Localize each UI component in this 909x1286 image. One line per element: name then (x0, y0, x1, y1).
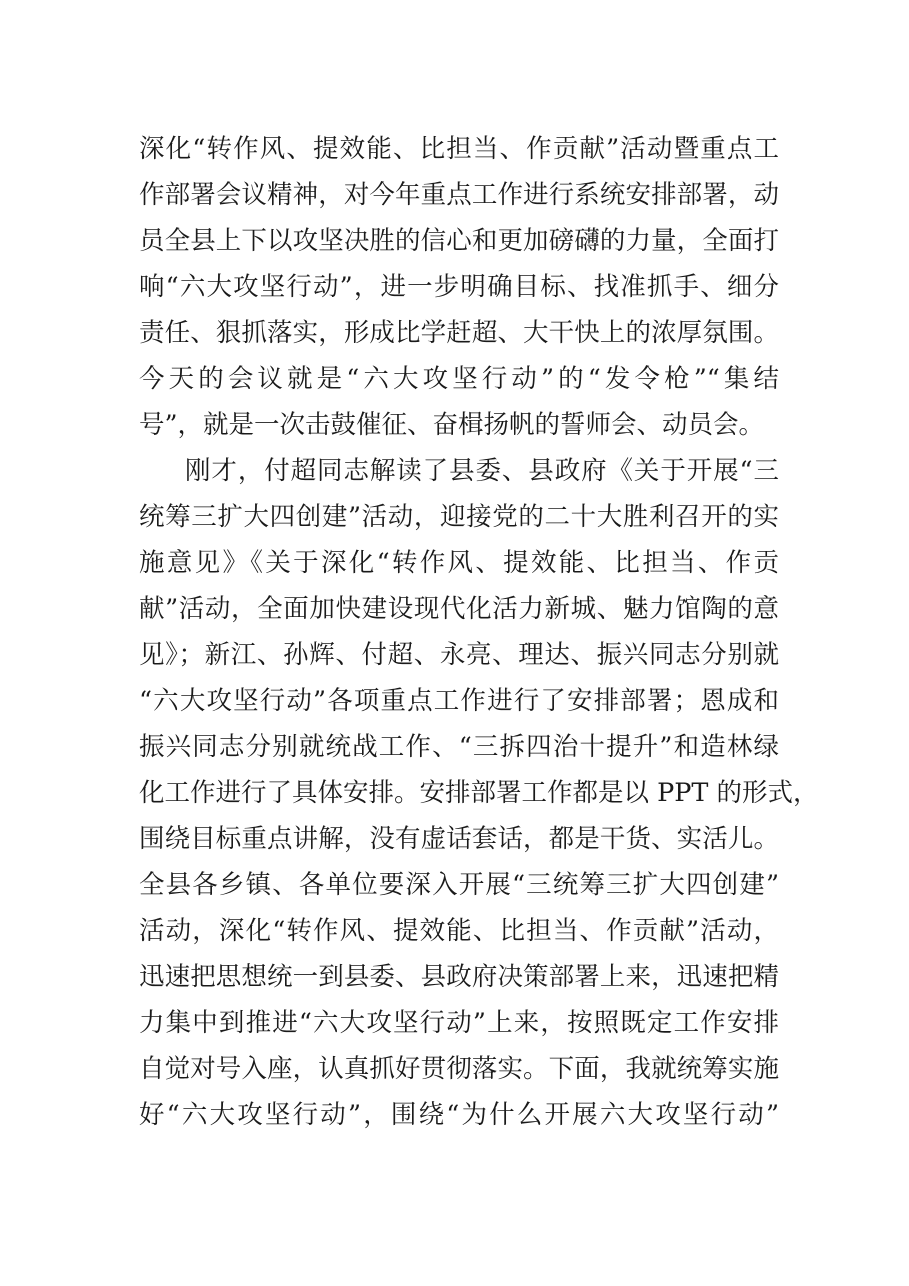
text-line: 活动，深化“转作风、提效能、比担当、作贡献”活动， (139, 916, 779, 946)
text-line: 统筹三扩大四创建”活动，迎接党的二十大胜利召开的实 (139, 502, 779, 532)
text-line: 献”活动，全面加快建设现代化活力新城、魅力馆陶的意 (139, 594, 779, 624)
text-line: 见》；新江、孙辉、付超、永亮、理达、振兴同志分别就 (139, 640, 779, 670)
text-line: 力集中到推进“六大攻坚行动”上来，按照既定工作安排 (139, 1008, 779, 1038)
text-line: 好“六大攻坚行动”，围绕“为什么开展六大攻坚行动” (139, 1100, 779, 1130)
text-line: 责任、狠抓落实，形成比学赶超、大干快上的浓厚氛围。 (139, 318, 779, 348)
text-line: 自觉对号入座，认真抓好贯彻落实。下面，我就统筹实施 (139, 1054, 779, 1084)
text-line: 作部署会议精神，对今年重点工作进行系统安排部署，动 (139, 180, 779, 210)
text-line: 全县各乡镇、各单位要深入开展“三统筹三扩大四创建” (139, 870, 779, 900)
text-line: 深化“转作风、提效能、比担当、作贡献”活动暨重点工 (139, 134, 779, 164)
text-line: 迅速把思想统一到县委、县政府决策部署上来，迅速把精 (139, 962, 779, 992)
text-line: 员全县上下以攻坚决胜的信心和更加磅礴的力量，全面打 (139, 226, 779, 256)
document-body (139, 126, 819, 1138)
text-line: 今天的会议就是“六大攻坚行动”的“发令枪”“集结 (139, 364, 779, 394)
text-line: “六大攻坚行动”各项重点工作进行了安排部署；恩成和 (139, 686, 779, 716)
text-line: 化工作进行了具体安排。安排部署工作都是以 PPT 的形式， (139, 778, 819, 808)
text-line: 围绕目标重点讲解，没有虚话套话，都是干货、实活儿。 (139, 824, 779, 854)
text-line: 响“六大攻坚行动”，进一步明确目标、找准抓手、细分 (139, 272, 779, 302)
text-line: 号”，就是一次击鼓催征、奋楫扬帆的誓师会、动员会。 (139, 410, 765, 440)
paragraph-first-line: 刚才，付超同志解读了县委、县政府《关于开展“三 (185, 456, 779, 486)
text-line: 振兴同志分别就统战工作、“三拆四治十提升”和造林绿 (139, 732, 779, 762)
text-line: 施意见》《关于深化“转作风、提效能、比担当、作贡 (139, 548, 779, 578)
